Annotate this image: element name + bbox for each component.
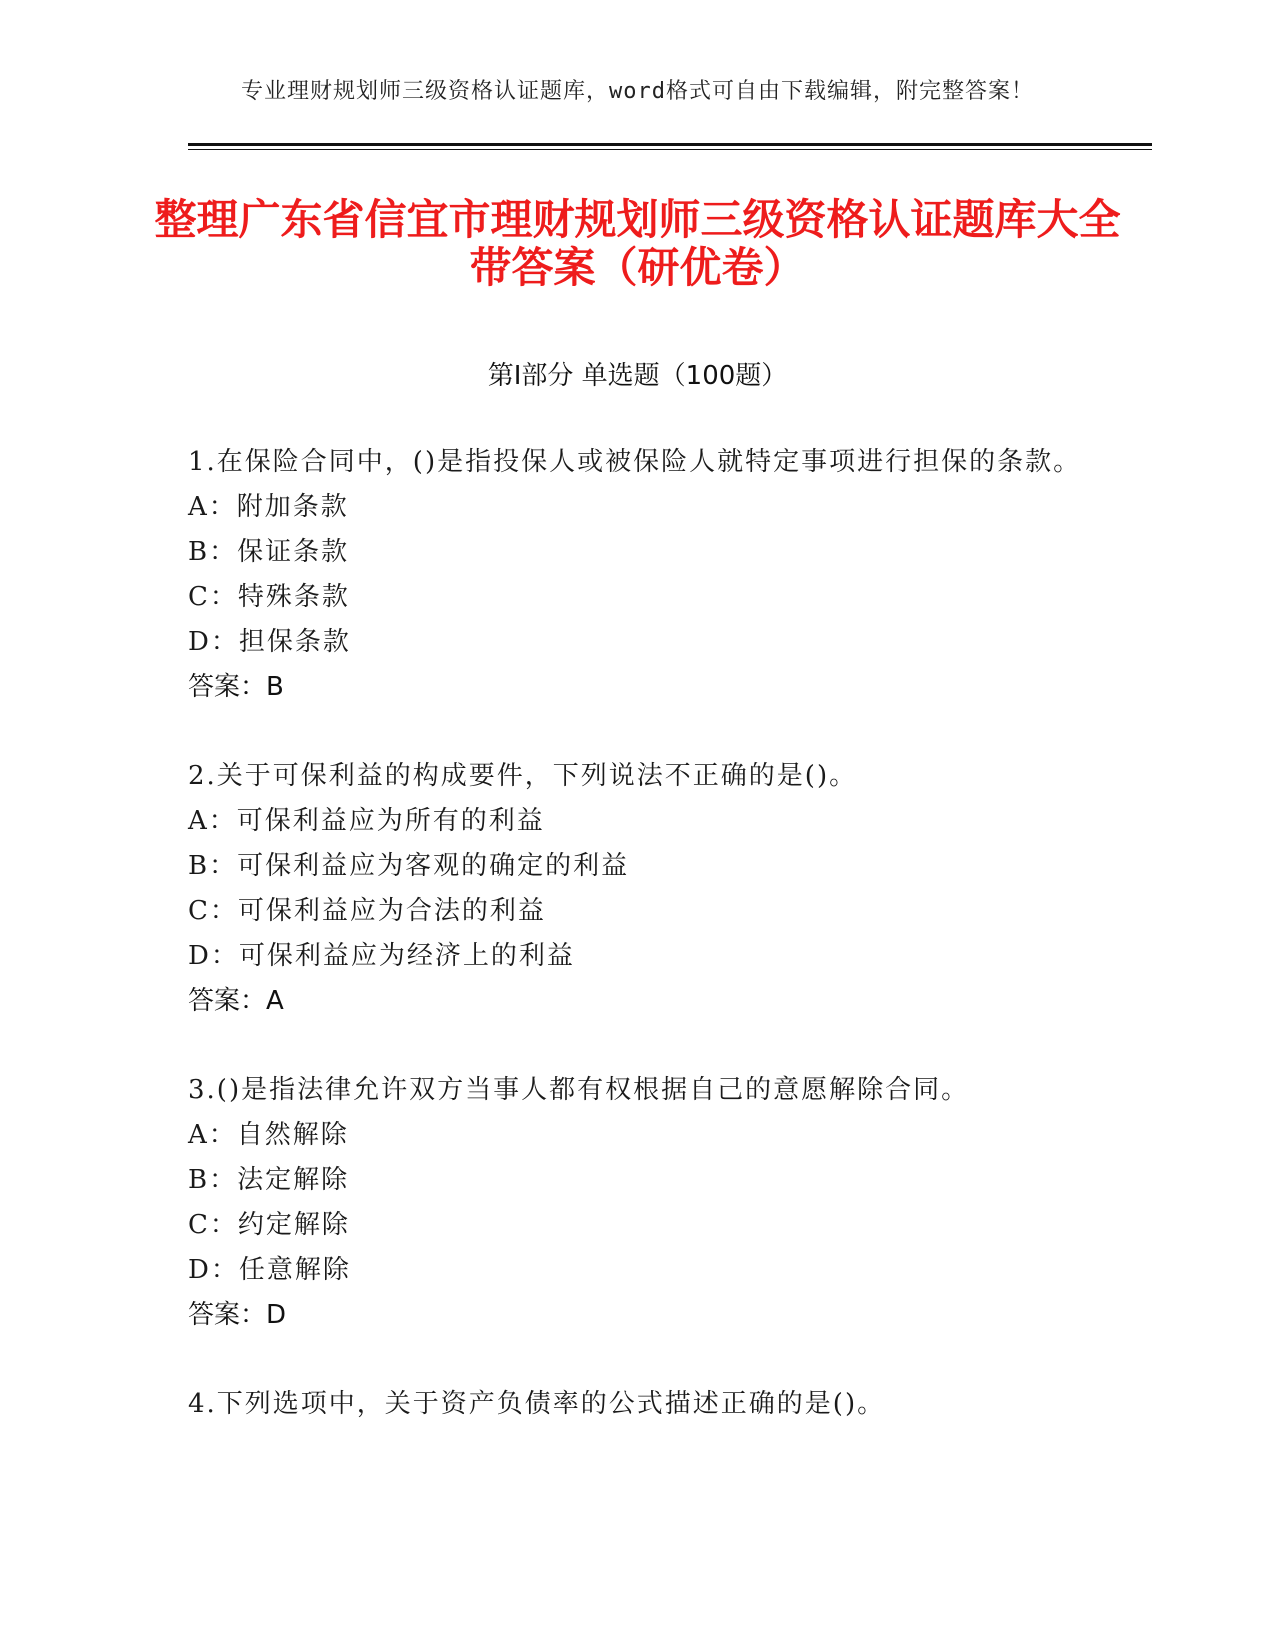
- question-item-1: [188, 440, 1088, 710]
- question-text: 3.()是指法律允许双方当事人都有权根据自己的意愿解除合同。: [188, 1075, 970, 1105]
- question-text: 2.关于可保利益的构成要件，下列说法不正确的是()。: [188, 761, 858, 791]
- option-c: C：约定解除: [188, 1210, 350, 1240]
- header-divider-thin: [188, 149, 1152, 150]
- option-a: A：自然解除: [188, 1120, 349, 1150]
- option-d: D：担保条款: [188, 627, 351, 657]
- answer-label: 答案：A: [188, 986, 284, 1016]
- option-d: D：可保利益应为经济上的利益: [188, 941, 575, 971]
- header-divider-thick: [188, 143, 1152, 146]
- option-c: C：可保利益应为合法的利益: [188, 896, 546, 926]
- option-b: B：可保利益应为客观的确定的利益: [188, 851, 630, 881]
- section-heading: 第Ⅰ部分 单选题（100题）: [487, 361, 788, 391]
- option-b: B：保证条款: [188, 537, 350, 567]
- question-text: 4.下列选项中，关于资产负债率的公式描述正确的是()。: [188, 1389, 886, 1419]
- option-a: A：附加条款: [188, 492, 349, 522]
- option-a: A：可保利益应为所有的利益: [188, 806, 545, 836]
- question-text: 1.在保险合同中，()是指投保人或被保险人就特定事项进行担保的条款。: [188, 447, 1082, 477]
- answer-label: 答案：B: [188, 672, 284, 702]
- answer-label: 答案：D: [188, 1300, 287, 1330]
- question-list: [188, 440, 1088, 1471]
- option-d: D：任意解除: [188, 1255, 351, 1285]
- option-c: C：特殊条款: [188, 582, 350, 612]
- question-item-4: [188, 1382, 1088, 1427]
- document-title: 整理广东省信宜市理财规划师三级资格认证题库大全带答案（研优卷）: [154, 195, 1121, 292]
- question-item-2: [188, 754, 1088, 1024]
- option-b: B：法定解除: [188, 1165, 350, 1195]
- header-note: 专业理财规划师三级资格认证题库，word格式可自由下载编辑，附完整答案！: [241, 79, 1034, 104]
- question-item-3: [188, 1068, 1088, 1338]
